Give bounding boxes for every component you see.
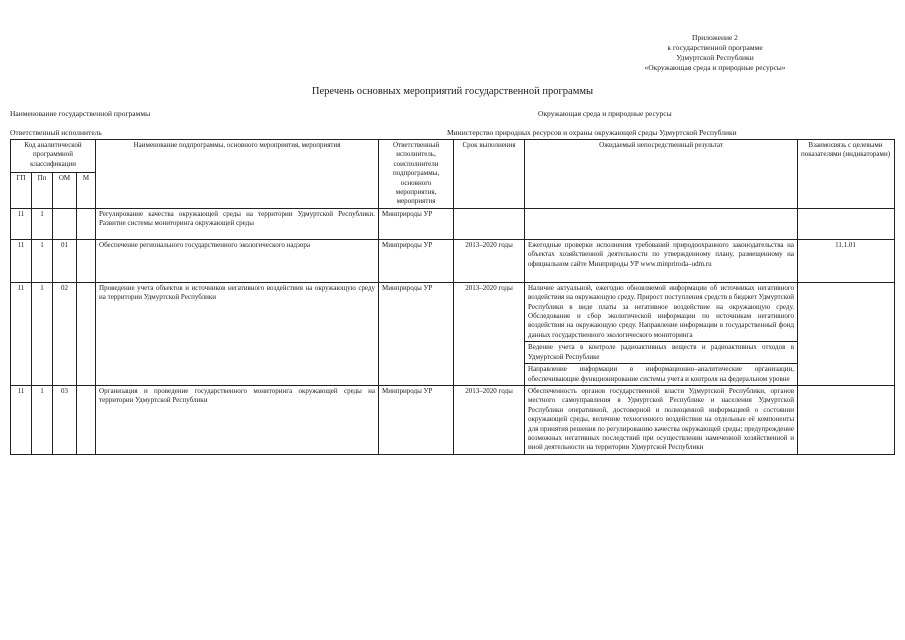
cell-name: Организация и проведение государственного мониторинга окружающей среды на территории Удмуртской Республики	[96, 385, 379, 454]
cell-pp: 1	[32, 282, 53, 385]
cell-om: 01	[53, 239, 77, 282]
cell-responsible: Минприроды УР	[379, 239, 454, 282]
page-title: Перечень основных мероприятий государственной программы	[311, 86, 594, 97]
cell-indicator	[797, 282, 895, 385]
table-row	[797, 385, 895, 454]
header-result: Ожидаемый непосредственный результат	[525, 140, 798, 209]
cell-pp: 1	[32, 385, 53, 454]
cell-om: 03	[53, 385, 77, 454]
cell-name: Проведение учета объектов и источников негативного воздействия на окружающую среду на территории Удмуртской Республики	[96, 282, 379, 385]
appendix-line: Удмуртской Республики	[676, 53, 754, 62]
cell-name: Регулирование качества окружающей среды на территории Удмуртской Республики. Развитие системы мониторинга окружающей среды	[96, 208, 379, 239]
header-m: М	[77, 173, 96, 208]
cell-gp: 11	[11, 282, 32, 385]
cell-period: 2013–2020 годы	[454, 385, 525, 454]
cell-om: 02	[53, 282, 77, 385]
cell-pp: 1	[32, 239, 53, 282]
appendix-line: к государственной программе	[667, 43, 763, 52]
header-code: Код аналитической программной классификации	[11, 140, 96, 173]
cell-result: Наличие актуальной, ежегодно обновляемой информации об источниках негативного воздействия на окружающую среду. Прирост поступления средств в бюджет Удмуртской Республики в виде платы за негативное воздействие на окружающую среду. Обследование и сбор экологической информации по источникам негативного воздействия на окружающую среду. Направление информации в государственный фонд данных государственного экологического мониторинга	[525, 283, 797, 342]
indicators-column	[797, 139, 895, 455]
cell-responsible: Минприроды УР	[379, 282, 454, 385]
appendix-line: «Окружающая среда и природные ресурсы»	[644, 63, 786, 72]
header-indicators: Взаимосвязь с целевыми показателями (индикаторами)	[797, 140, 895, 209]
cell-pp: 1	[32, 208, 53, 239]
table-row	[797, 282, 895, 385]
cell-m	[77, 208, 96, 239]
table-row	[11, 385, 798, 454]
table-row	[11, 282, 798, 385]
cell-gp: 11	[11, 208, 32, 239]
header-om: ОМ	[53, 173, 77, 208]
header-pp: Пп	[32, 173, 53, 208]
header-row	[797, 140, 895, 209]
cell-indicator	[797, 385, 895, 454]
cell-m	[77, 282, 96, 385]
program-name-value: Окружающая среда и природные ресурсы	[538, 109, 672, 118]
header-gp: ГП	[11, 173, 32, 208]
appendix-block	[610, 33, 820, 73]
cell-result: Направление информации в информационно–аналитические организации, обеспечивающие функционирование системы учета и контроля на федеральном уровне	[528, 365, 795, 383]
activities-table	[10, 139, 798, 455]
cell-result-group	[525, 282, 798, 385]
cell-result: Ежегодные проверки исполнения требований природоохранного законодательства на объектах хозяйственной деятельности по утвержденному плану, размещенному на официальном сайте Минприроды УР www.minpriroda–udm.ru	[525, 239, 798, 282]
cell-gp: 11	[11, 385, 32, 454]
cell-indicator	[797, 208, 895, 239]
cell-m	[77, 385, 96, 454]
program-name-label: Наименование государственной программы	[10, 109, 151, 118]
table-row	[797, 208, 895, 239]
cell-indicator: 11.1.01	[797, 239, 895, 282]
header-responsible: Ответственный исполнитель, соисполнители подпрограммы, основного мероприятия, мероприятия	[379, 140, 454, 209]
cell-period: 2013–2020 годы	[454, 282, 525, 385]
executor-value: Министерство природных ресурсов и охраны окружающей среды Удмуртской Республики	[447, 128, 737, 137]
header-row	[11, 140, 798, 173]
cell-m	[77, 239, 96, 282]
cell-period: 2013–2020 годы	[454, 239, 525, 282]
cell-result: Ведение учета в контроле радиоактивных веществ и радиоактивных отходов в Удмуртской Республике	[525, 342, 797, 364]
cell-result: Обеспеченность органов государственной власти Удмуртской Республики, органов местного самоуправления в Удмуртской Республике и населения Удмуртской Республики оперативной, достоверной и полноценной информацией о состоянии окружающей среды, величине техногенного воздействия на отдельные её компоненты для принятия решения по регулированию качества окружающей среды; предупреждение возможных негативных последствий при осуществлении намеченной хозяйственной и иной деятельности на территории Удмуртской Республики	[525, 385, 798, 454]
cell-responsible: Минприроды УР	[379, 208, 454, 239]
cell-result	[525, 208, 798, 239]
table-row	[11, 239, 798, 282]
executor-label: Ответственный исполнитель	[10, 128, 102, 137]
cell-name: Обеспечение регионального государственного экологического надзора	[96, 239, 379, 282]
appendix-line: Приложение 2	[692, 33, 738, 42]
cell-om	[53, 208, 77, 239]
cell-responsible: Минприроды УР	[379, 385, 454, 454]
header-name: Наименование подпрограммы, основного мероприятия, мероприятия	[96, 140, 379, 209]
cell-gp: 11	[11, 239, 32, 282]
table-row	[797, 239, 895, 282]
table-row	[11, 208, 798, 239]
cell-period	[454, 208, 525, 239]
header-period: Срок выполнения	[454, 140, 525, 209]
